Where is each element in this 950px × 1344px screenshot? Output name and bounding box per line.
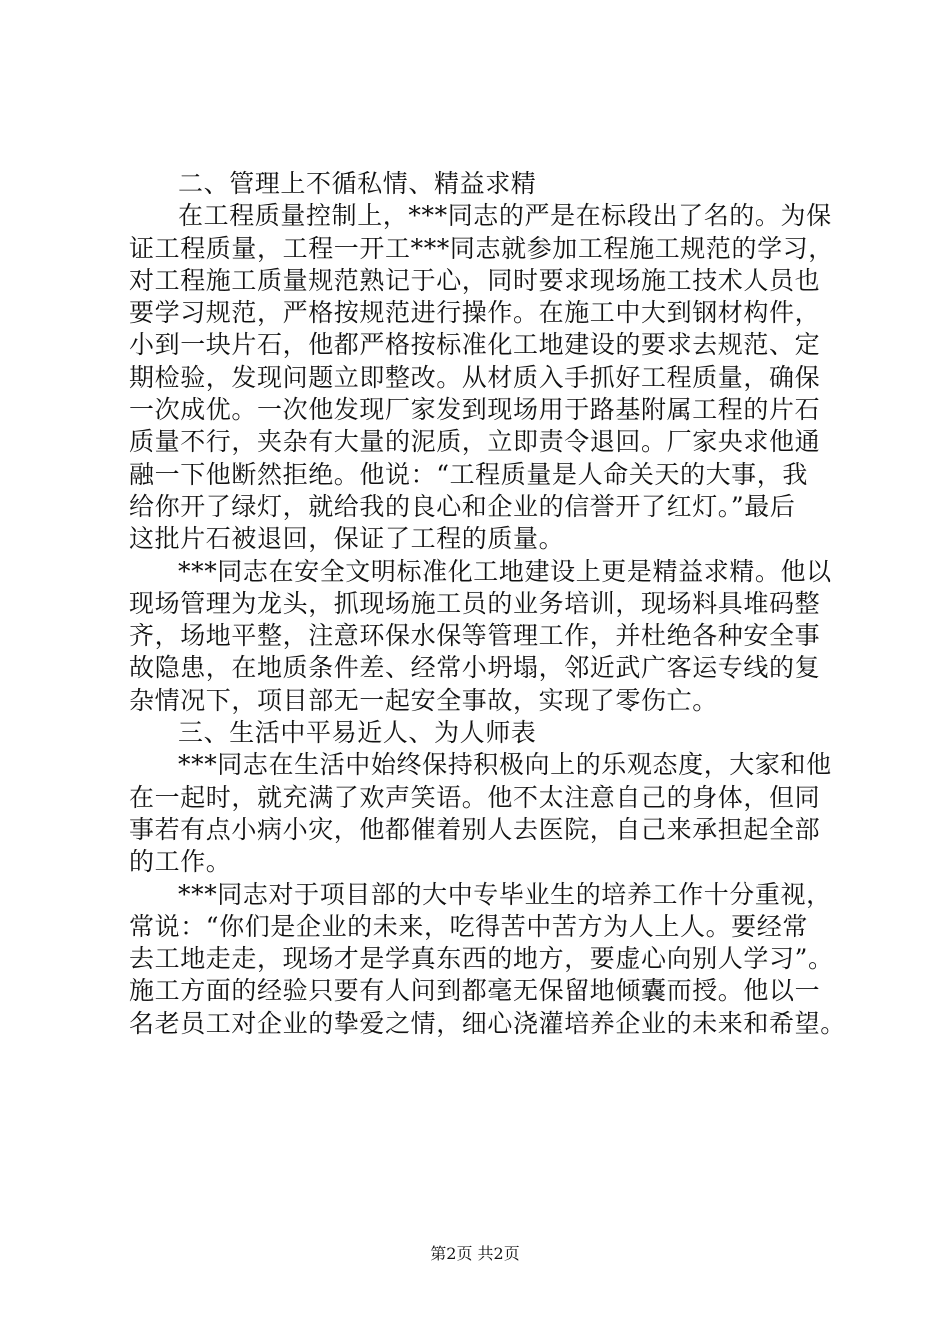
paragraph-line: 名老员工对企业的挚爱之情，细心浇灌培养企业的未来和希望。 xyxy=(129,1008,846,1038)
paragraph-line: 期检验，发现问题立即整改。从材质入手抓好工程质量，确保 xyxy=(129,362,821,392)
paragraph-line: 事若有点小病小灾，他都催着别人去医院，自己来承担起全部 xyxy=(129,814,821,844)
document-body xyxy=(129,168,846,1040)
page-number: 第2页 共2页 xyxy=(430,1244,520,1263)
paragraph-line: 给你开了绿灯，就给我的良心和企业的信誉开了红灯。”最后 xyxy=(129,491,796,521)
paragraph-line: 在一起时，就充满了欢声笑语。他不太注意自己的身体，但同 xyxy=(129,782,821,812)
paragraph-line: 小到一块片石，他都严格按标准化工地建设的要求去规范、定 xyxy=(129,330,821,360)
paragraph-line: 融一下他断然拒绝。他说：“工程质量是人命关天的大事，我 xyxy=(129,459,808,489)
paragraph-line: ***同志在生活中始终保持积极向上的乐观态度，大家和他 xyxy=(178,750,832,780)
paragraph-line: ***同志在安全文明标准化工地建设上更是精益求精。他以 xyxy=(178,556,832,586)
page-footer xyxy=(0,1244,950,1264)
paragraph-line: 质量不行，夹杂有大量的泥质，立即责令退回。厂家央求他通 xyxy=(129,427,821,457)
paragraph-line: 证工程质量，工程一开工***同志就参加工程施工规范的学习， xyxy=(129,233,834,263)
paragraph-line: 要学习规范，严格按规范进行操作。在施工中大到钢材构件， xyxy=(129,298,821,328)
section-heading: 二、管理上不循私情、精益求精 xyxy=(178,169,537,198)
paragraph-line: 故隐患，在地质条件差、经常小坍塌，邻近武广客运专线的复 xyxy=(129,653,821,683)
paragraph-line: 对工程施工质量规范熟记于心，同时要求现场施工技术人员也 xyxy=(129,265,821,295)
section-heading: 三、生活中平易近人、为人师表 xyxy=(178,718,537,748)
paragraph-line: 一次成优。一次他发现厂家发到现场用于路基附属工程的片石 xyxy=(129,395,821,425)
paragraph-line: 去工地走走，现场才是学真东西的地方，要虚心向别人学习”。 xyxy=(129,944,834,974)
paragraph-line: 常说：“你们是企业的未来，吃得苦中苦方为人上人。要经常 xyxy=(129,911,808,941)
paragraph-line: 这批片石被退回，保证了工程的质量。 xyxy=(129,524,565,554)
paragraph-line: 施工方面的经验只要有人问到都毫无保留地倾囊而授。他以一 xyxy=(129,976,821,1006)
paragraph-line: 齐，场地平整，注意环保水保等管理工作，并杜绝各种安全事 xyxy=(129,621,821,651)
paragraph-line: 在工程质量控制上，***同志的严是在标段出了名的。为保 xyxy=(178,201,832,231)
paragraph-line: 现场管理为龙头，抓现场施工员的业务培训，现场料具堆码整 xyxy=(129,588,821,618)
paragraph-line: ***同志对于项目部的大中专毕业生的培养工作十分重视， xyxy=(178,879,832,909)
paragraph-line: 的工作。 xyxy=(129,847,232,877)
paragraph-line: 杂情况下，项目部无一起安全事故，实现了零伤亡。 xyxy=(129,685,718,715)
